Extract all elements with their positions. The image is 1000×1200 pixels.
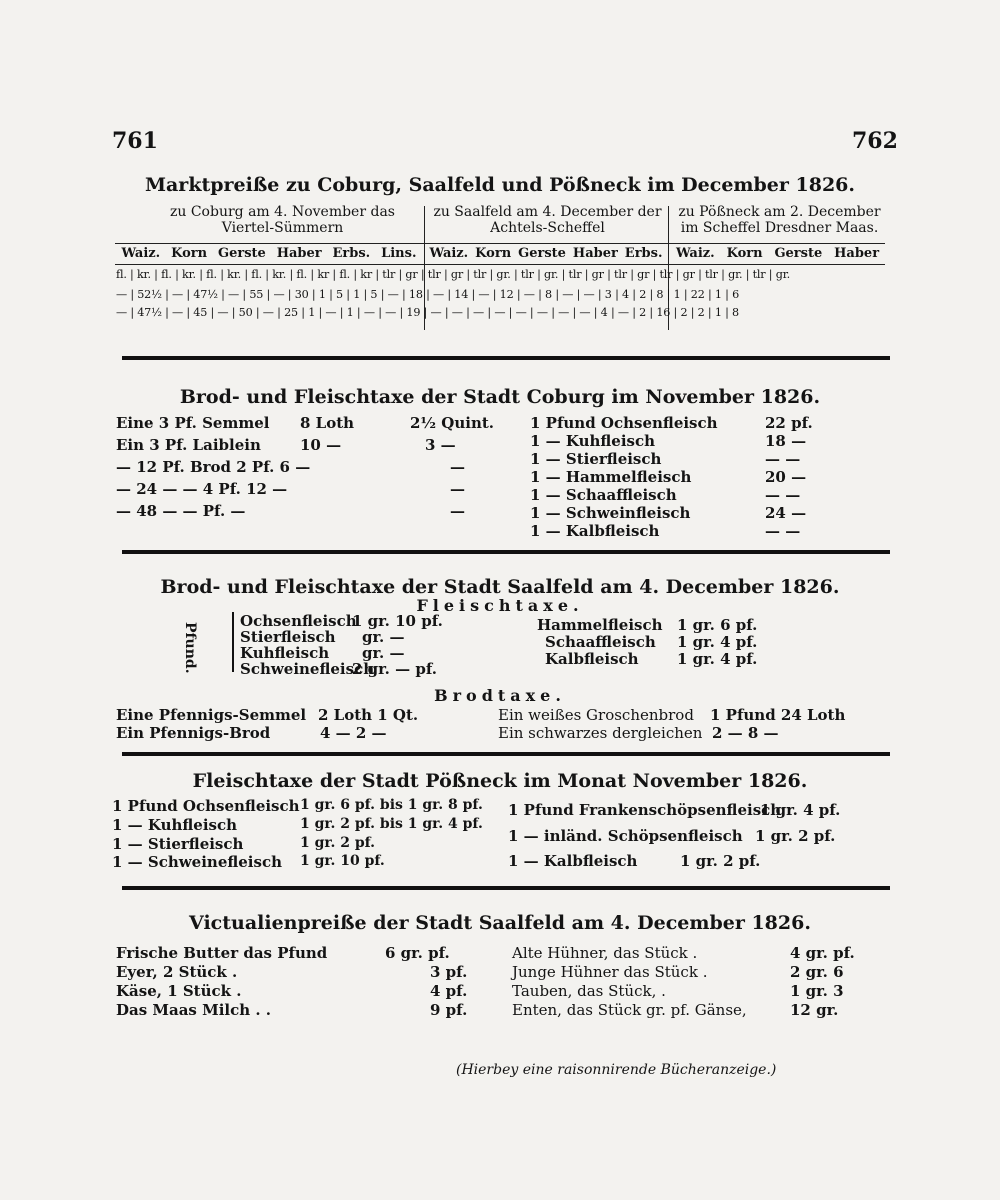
list-item: 1 — Stierfleisch [112,835,244,853]
list-item-value: 1 gr. 2 pf. [300,835,376,851]
list-item-value: 9 pf. [430,1001,468,1019]
column-header: Waiz. [121,246,161,261]
list-item: 1 — Schweinefleisch [112,853,282,871]
list-item: 1 — Kuhfleisch [530,432,656,450]
list-item: Eine 3 Pf. Semmel [116,414,270,432]
list-item-value: 1 gr. 4 pf. [677,650,758,668]
list-item-value: 8 Loth [300,414,355,432]
list-item-value: 24 — [765,504,807,522]
list-item: Enten, das Stück gr. pf. Gänse, [512,1001,747,1019]
list-item-value: — — [765,486,801,504]
list-item: 1 Pfund Ochsenfleisch [530,414,718,432]
column-header: Haber [572,246,618,261]
saalfeld-column-headers [426,246,666,261]
group-coburg: zu Coburg am 4. November das Viertel-Sümmern [170,204,395,236]
column-header: Korn [726,246,763,261]
list-item-value: — [450,480,465,498]
group-saalfeld: zu Saalfeld am 4. December der Achtels-Scheffel [433,204,662,236]
list-item-value: 1 Pfund 24 Loth [710,706,846,724]
list-item: 1 — Kalbfleisch [530,522,660,540]
column-header: Gerste [518,246,566,261]
list-item: 1 — Kuhfleisch [112,816,238,834]
list-item-value: — — [765,450,801,468]
table-row: — | 47½ | — | 45 | — | 50 | — | 25 | 1 | — | 1 | — | — | 19 | — | — | — | — | — | — | — | — | 4 | — | 2 | 16 | 2 | 2 | 1 | 8 [116,306,739,319]
list-item-value: 1 gr. 2 pf. [680,852,761,870]
units-row: fl. | kr. | fl. | kr. | fl. | kr. | fl. | kr. | fl. | kr | fl. | kr | tlr | gr | tlr | gr | tlr | gr. | tlr | gr. | tlr | gr | tlr | gr | tlr | gr | tlr | gr. | tlr | gr. [116,268,790,281]
table-rule-top [115,243,885,244]
list-item-value: 1 gr. 6 pf. [677,616,758,634]
list-item-value: 1 gr. 4 pf. [760,801,841,819]
list-item: Ochsenfleisch [240,612,357,630]
list-item: Kalbfleisch [545,650,639,668]
list-item: — 48 — — Pf. — [116,502,246,520]
fleischtaxe-heading: Fleischtaxe. [416,596,584,615]
list-item: Stierfleisch [240,628,336,646]
column-header: Korn [171,246,208,261]
list-item: — 12 Pf. Brod 2 Pf. 6 — [116,458,311,476]
list-item-value: 2 Loth 1 Qt. [318,706,419,724]
victualien-title: Victualienpreiße der Stadt Saalfeld am 4. December 1826. [189,912,811,934]
column-header: Erbs. [332,246,371,261]
page-number-left: 761 [112,128,158,154]
list-item-value: 2 gr. 6 [790,963,844,981]
brodtaxe-heading: Brodtaxe. [434,686,566,705]
list-item: Käse, 1 Stück . [116,982,242,1000]
list-item: Eine Pfennigs-Semmel [116,706,307,724]
list-item-value: 2½ Quint. [410,414,495,432]
column-header: Gerste [217,246,266,261]
list-item: Schweinefleisch [240,660,375,678]
footer-note: (Hierbey eine raisonnirende Bücheranzeige.) [456,1062,777,1078]
list-item: Kuhfleisch [240,644,330,662]
brace [232,612,240,672]
column-header: Haber [834,246,880,261]
list-item-value: 3 pf. [430,963,468,981]
list-item-value: 3 — [425,436,456,454]
list-item: Ein schwarzes dergleichen [498,724,703,742]
list-item-value: 18 — [765,432,807,450]
list-item-value: 20 — [765,468,807,486]
list-item-value: 4 — 2 — [320,724,387,742]
list-item: Tauben, das Stück, . [512,982,666,1000]
list-item-value: 6 gr. pf. [385,944,450,962]
list-item-value: 1 gr. 3 [790,982,844,1000]
pfund-label: Pfund. [182,622,198,674]
list-item: 1 — Kalbfleisch [508,852,638,870]
poessneck-column-headers [670,246,885,261]
table-row: — | 52½ | — | 47½ | — | 55 | — | 30 | 1 | 5 | 1 | 5 | — | 18 | — | 14 | — | 12 | — | 8 | — | — | 3 | 4 | 2 | 8 | 1 | 22 | 1 | 6 [116,288,740,301]
list-item: Schaaffleisch [545,633,656,651]
section-rule [122,752,890,756]
list-item-value: 2 — 8 — [712,724,779,742]
list-item: 1 — Schweinfleisch [530,504,691,522]
column-header: Korn [475,246,512,261]
list-item-value: 1 gr. 10 pf. [352,612,443,630]
section-rule [122,356,890,360]
list-item-value: 4 pf. [430,982,468,1000]
list-item-value: — — [765,522,801,540]
column-header: Gerste [774,246,823,261]
list-item: 1 — inländ. Schöpsenfleisch [508,827,743,845]
list-item: Ein weißes Groschenbrod [498,706,694,724]
table-rule-mid [115,264,885,265]
list-item-value: 1 gr. 10 pf. [300,853,385,869]
list-item-value: 10 — [300,436,342,454]
list-item: Eyer, 2 Stück . [116,963,238,981]
list-item-value: 4 gr. pf. [790,944,855,962]
page-number-right: 762 [852,128,898,154]
poessneck-title: Fleischtaxe der Stadt Pößneck im Monat November 1826. [192,770,808,792]
list-item-value: — [450,502,465,520]
list-item-value: 2 gr. — pf. [352,660,437,678]
column-header: Haber [276,246,322,261]
list-item-value: 1 gr. 2 pf. [755,827,836,845]
section-rule [122,886,890,890]
list-item: Alte Hühner, das Stück . [512,944,698,962]
list-item-value: 1 gr. 4 pf. [677,633,758,651]
market-title: Marktpreiße zu Coburg, Saalfeld und Pößneck im December 1826. [144,174,856,196]
list-item-value: 22 pf. [765,414,813,432]
list-item-value: gr. — [362,628,405,646]
list-item: — 24 — — 4 Pf. 12 — [116,480,288,498]
list-item: 1 Pfund Ochsenfleisch [112,797,300,815]
coburg-column-headers [116,246,422,261]
list-item: Das Maas Milch . . [116,1001,272,1019]
list-item-value: — [450,458,465,476]
list-item: 1 — Schaaffleisch [530,486,677,504]
list-item: 1 — Hammelfleisch [530,468,692,486]
group-poessneck: zu Pößneck am 2. December im Scheffel Dresdner Maas. [678,204,881,236]
list-item: 1 Pfund Frankenschöpsenfleisch [508,801,782,819]
list-item: Frische Butter das Pfund [116,944,328,962]
list-item: Hammelfleisch [537,616,663,634]
list-item: Junge Hühner das Stück . [512,963,708,981]
section-rule [122,550,890,554]
coburg-title: Brod- und Fleischtaxe der Stadt Coburg im November 1826. [179,386,821,408]
column-header: Erbs. [624,246,663,261]
list-item-value: 1 gr. 6 pf. bis 1 gr. 8 pf. [300,797,483,813]
list-item-value: 12 gr. [790,1001,839,1019]
list-item: Ein Pfennigs-Brod [116,724,271,742]
list-item-value: gr. — [362,644,405,662]
list-item: 1 — Stierfleisch [530,450,662,468]
list-item-value: 1 gr. 2 pf. bis 1 gr. 4 pf. [300,816,483,832]
saalfeld-title: Brod- und Fleischtaxe der Stadt Saalfeld am 4. December 1826. [160,576,840,598]
column-header: Waiz. [429,246,469,261]
list-item: Ein 3 Pf. Laiblein [116,436,261,454]
column-header: Waiz. [675,246,715,261]
column-header: Lins. [381,246,417,261]
